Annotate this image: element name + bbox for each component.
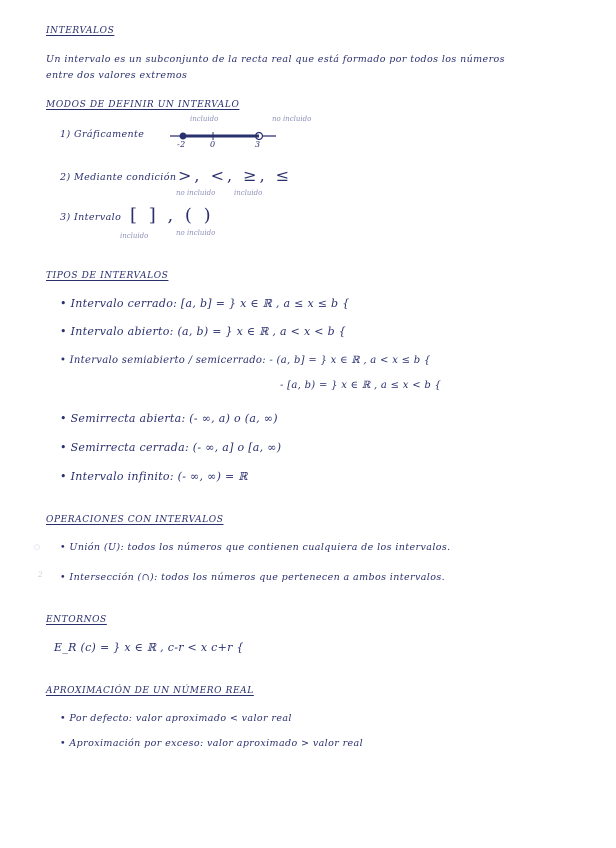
operation-union: • Unión (U): todos los números que contienen cualquiera de los intervalos.: [60, 542, 451, 553]
environments-heading: ENTORNOS: [46, 615, 107, 625]
tick-label-3: 3: [255, 140, 261, 149]
type-item-infinite: • Intervalo infinito: (- ∞, ∞) = ℝ: [60, 470, 248, 483]
environment-formula: E_R (c) = } x ∈ ℝ , c-r < x c+r {: [54, 641, 244, 654]
condition-symbols: >, <, ≥, ≤: [178, 166, 293, 185]
definition-line-2: entre dos valores extremos: [46, 70, 188, 81]
brackets-note-not-included: no incluido: [176, 229, 216, 237]
type-item-semi-1: • Intervalo semiabierto / semicerrado: - (a, b] = } x ∈ ℝ , a < x ≤ b {: [60, 355, 431, 366]
tick-label-neg2: -2: [177, 140, 186, 149]
graphic-note-not-included: no incluido: [272, 115, 312, 123]
bracket-symbols: [ ] , ( ): [130, 205, 214, 226]
condition-label: 2) Mediante condición: [60, 172, 177, 183]
graphic-note-included: incluido: [190, 115, 219, 123]
operation-intersection: • Intersección (∩): todos los números que pertenecen a ambos intervalos.: [60, 572, 446, 583]
brackets-note-included: incluido: [120, 232, 149, 240]
graphic-label: 1) Gráficamente: [60, 129, 145, 140]
margin-mark-2: 2: [38, 571, 43, 579]
type-item-open: • Intervalo abierto: (a, b) = } x ∈ ℝ , a < x < b {: [60, 325, 347, 338]
type-item-closed: • Intervalo cerrado: [a, b] = } x ∈ ℝ , a ≤ x ≤ b {: [60, 297, 350, 310]
definition-line-1: Un intervalo es un subconjunto de la recta real que está formado por todos los números: [46, 54, 505, 65]
condition-note-not-included: no incluido: [176, 189, 216, 197]
type-item-semi-2: - [a, b) = } x ∈ ℝ , a ≤ x < b {: [280, 380, 442, 391]
approximation-excess: • Aproximación por exceso: valor aproximado > valor real: [60, 738, 364, 749]
tick-label-0: 0: [210, 140, 216, 149]
type-item-ray-open: • Semirrecta abierta: (- ∞, a) o (a, ∞): [60, 412, 278, 425]
brackets-label: 3) Intervalo: [60, 212, 122, 223]
approximation-default: • Por defecto: valor aproximado < valor real: [60, 713, 292, 724]
types-heading: TIPOS DE INTERVALOS: [46, 271, 169, 281]
condition-note-included: incluido: [234, 189, 263, 197]
type-item-ray-closed: • Semirrecta cerrada: (- ∞, a] o [a, ∞): [60, 441, 282, 454]
approximation-heading: APROXIMACIÓN DE UN NÚMERO REAL: [46, 686, 254, 696]
number-line: [170, 126, 280, 156]
margin-mark-1: ○: [34, 543, 41, 551]
page-title: INTERVALOS: [46, 26, 115, 36]
operations-heading: OPERACIONES CON INTERVALOS: [46, 515, 224, 525]
modes-heading: MODOS DE DEFINIR UN INTERVALO: [46, 100, 240, 110]
